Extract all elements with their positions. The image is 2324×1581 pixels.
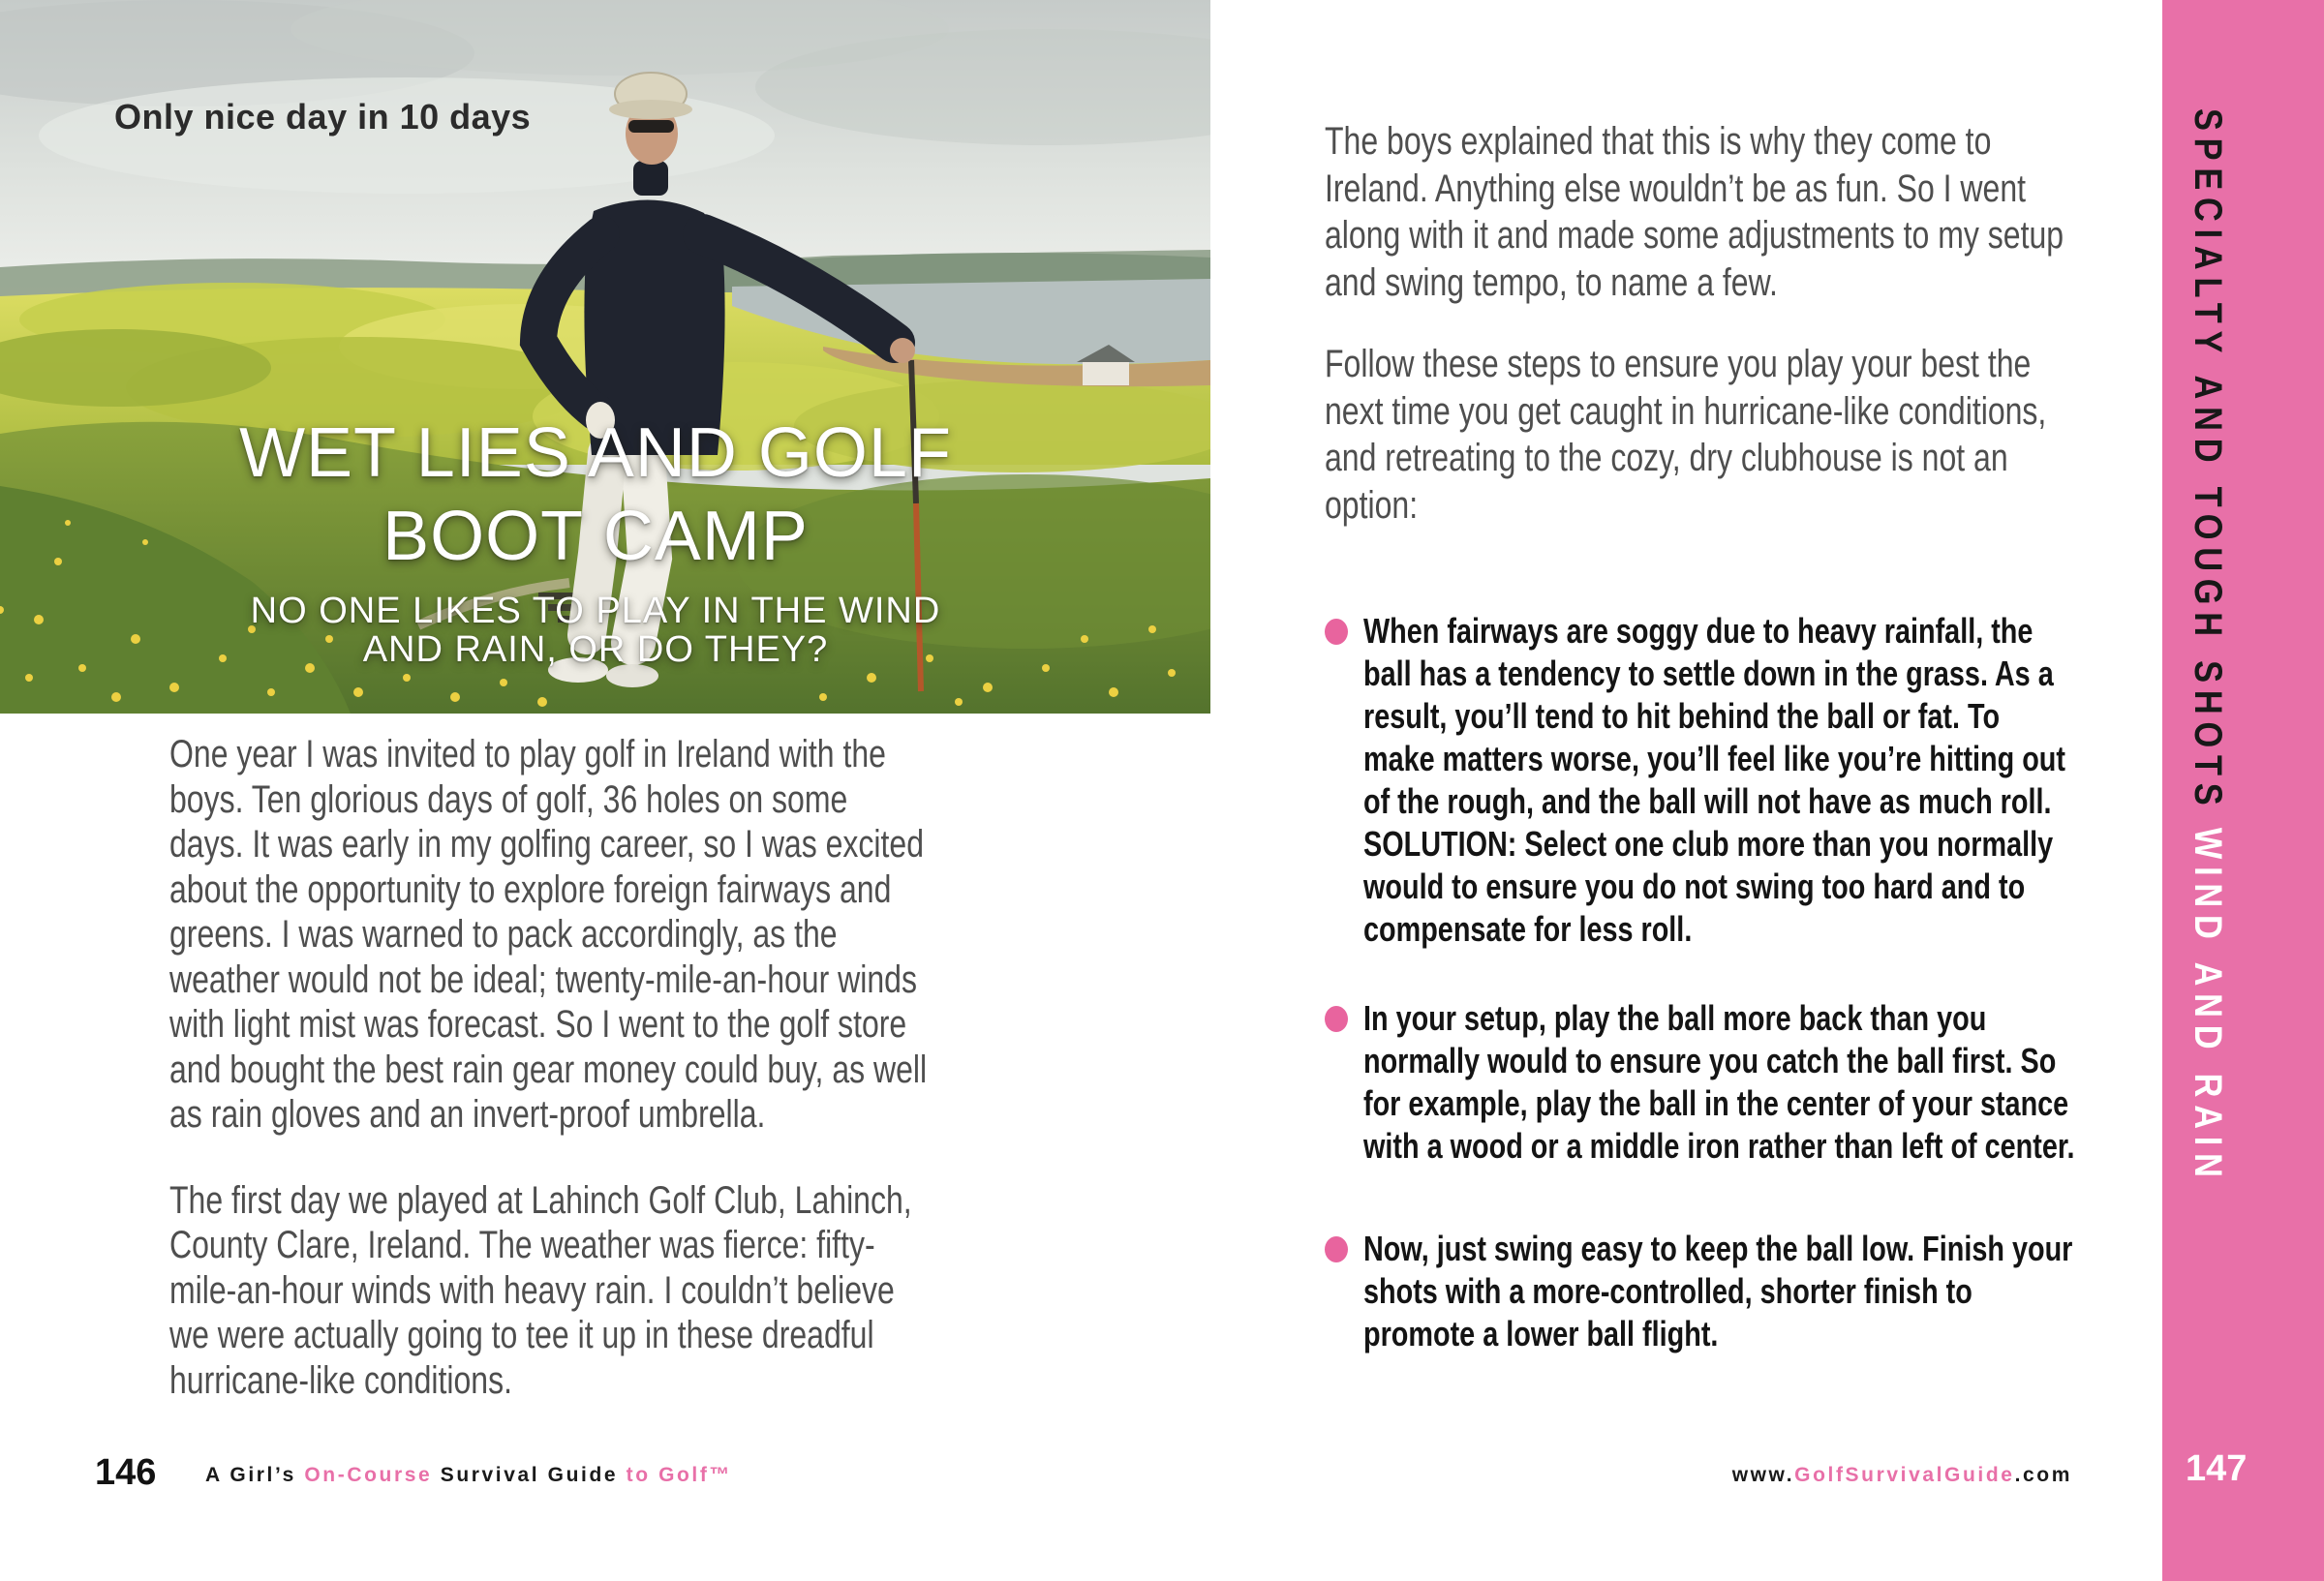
url-seg-www: www. — [1731, 1464, 1795, 1486]
bullet-dot-icon — [1325, 1006, 1348, 1032]
list-item — [1325, 610, 2254, 951]
chapter-tab-section: SPECIALTY AND TOUGH SHOTS — [2186, 108, 2229, 813]
guide-title-seg4: to Golf™ — [626, 1464, 733, 1486]
left-footer-guide-title — [205, 1464, 732, 1487]
guide-title-seg2: On-Course — [304, 1464, 441, 1486]
url-seg-domain: GolfSurvivalGuide — [1794, 1464, 2015, 1486]
chapter-tab-label — [2186, 108, 2229, 1185]
photo-caption: Only nice day in 10 days — [114, 97, 532, 137]
list-item — [1325, 997, 2254, 1168]
list-item — [1325, 1228, 2254, 1355]
right-paragraph-2: Follow these steps to ensure you play your best the next time you get caught in hurricane-like conditions, and retreating to the cozy, dry clubhouse is not an option: — [1325, 343, 2047, 527]
left-paragraph-2: The first day we played at Lahinch Golf Club, Lahinch, County Clare, Ireland. The weather was fierce: fifty-mile-an-hour winds with heavy rain. I couldn’t believe we were actually going to tee it up in these dreadful hurricane-like conditions. — [169, 1178, 912, 1402]
bullet-dot-icon — [1325, 619, 1348, 645]
chapter-tab-sidebar — [2162, 0, 2324, 1581]
chapter-tab-chapter: WIND AND RAIN — [2186, 827, 2229, 1185]
chapter-title-line2: BOOT CAMP — [382, 498, 809, 575]
tips-bullet-list — [1325, 610, 2254, 1402]
bullet-text-1: When fairways are soggy due to heavy rainfall, the ball has a tendency to settle down in the grass. As a result, you’ll tend to hit behind the ball or fat. To make matters worse, you’ll feel like you’re hitting out of the rough, and the ball will not have as much roll. SOLUTION: Select one club more than you normally would to ensure you do not swing too hard and to compensate for less roll. — [1363, 611, 2065, 949]
chapter-subtitle-line2: AND RAIN, OR DO THEY? — [362, 629, 829, 670]
left-page-number: 146 — [95, 1452, 157, 1493]
guide-title-seg1: A Girl’s — [205, 1464, 305, 1486]
guide-title-seg3: Survival Guide — [440, 1464, 627, 1486]
bullet-text-2: In your setup, play the ball more back than you normally would to ensure you catch the ball first. So for example, play the ball in the center of your stance with a wood or a middle iron rather than left of center. — [1363, 998, 2075, 1166]
url-seg-com: .com — [2014, 1464, 2072, 1486]
right-paragraph-1: The boys explained that this is why they come to Ireland. Anything else wouldn’t be as fun. So I went along with it and made some adjustments to my setup and swing tempo, to name a few. — [1325, 120, 2064, 304]
left-paragraph-1: One year I was invited to play golf in Ireland with the boys. Ten glorious days of golf, 36 holes on some days. It was early in my golfing career, so I was excited about the opportunity to explore foreign fairways and greens. I was warned to pack accordingly, as the weather would not be ideal; twenty-mile-an-hour winds with light mist was forecast. So I went to the golf store and bought the best rain gear money could buy, as well as rain gloves and an invert-proof umbrella. — [169, 733, 928, 1136]
left-body-copy — [169, 732, 929, 1403]
golf-course-photo — [0, 0, 1210, 714]
right-footer-url — [1325, 1464, 2072, 1487]
bullet-text-3: Now, just swing easy to keep the ball low. Finish your shots with a more-controlled, shorter finish to promote a lower ball flight. — [1363, 1229, 2073, 1353]
chapter-subtitle-line1: NO ONE LIKES TO PLAY IN THE WIND — [250, 591, 941, 631]
chapter-title-block — [0, 411, 1191, 669]
chapter-title-line1: WET LIES AND GOLF — [239, 414, 952, 492]
bullet-dot-icon — [1325, 1236, 1348, 1262]
right-page-number: 147 — [2186, 1448, 2248, 1489]
